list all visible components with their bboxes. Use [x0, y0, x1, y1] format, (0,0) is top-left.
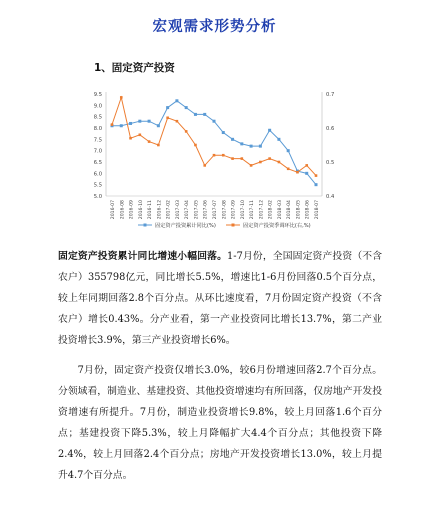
series-2-point — [194, 144, 197, 147]
x-tick-label: 2016-07 — [111, 200, 116, 220]
series-2-point — [222, 154, 225, 157]
x-tick-label: 2016-08 — [120, 200, 126, 220]
legend-marker-1 — [144, 224, 147, 227]
x-tick-label: 2017-07 — [213, 200, 218, 220]
series-1-point — [287, 149, 290, 152]
series-1-point — [231, 138, 234, 141]
series-1-point — [138, 120, 141, 123]
series-1-point — [240, 142, 243, 145]
right-tick-label: 0.7 — [326, 92, 335, 98]
series-1-point — [277, 138, 280, 141]
right-tick-label: 0.5 — [326, 160, 335, 166]
series-line-1 — [112, 101, 316, 185]
series-1-point — [222, 131, 225, 134]
series-2-point — [111, 123, 114, 126]
section-heading: 1、固定资产投资 — [94, 62, 175, 74]
series-1-point — [175, 99, 178, 102]
series-2-point — [278, 161, 281, 164]
left-tick-label: 9.5 — [93, 92, 102, 98]
left-tick-label: 8.5 — [93, 114, 102, 121]
series-2-point — [296, 171, 299, 174]
left-tick-label: 5.5 — [93, 182, 102, 189]
x-tick-label: 2018-07 — [315, 200, 320, 220]
x-tick-label: 2016-09 — [129, 200, 135, 220]
right-tick-label: 0.6 — [326, 126, 335, 132]
left-tick-label: 5.0 — [93, 194, 102, 200]
x-tick-label: 2016-12 — [157, 200, 163, 220]
series-2-point — [315, 174, 318, 177]
x-tick-label: 2017-02 — [166, 200, 172, 220]
x-tick-label: 2016-10 — [138, 200, 144, 220]
series-2-point — [139, 134, 142, 137]
series-1-point — [213, 120, 216, 123]
x-tick-label: 2016-11 — [148, 200, 154, 220]
series-2-point — [259, 161, 262, 164]
series-1-point — [185, 106, 188, 109]
left-tick-label: 7.5 — [93, 137, 102, 144]
chart-svg — [76, 84, 356, 234]
series-line-2 — [112, 97, 316, 175]
series-2-point — [213, 154, 216, 157]
page-title: 宏观需求形势分析 — [152, 19, 277, 35]
series-2-point — [203, 164, 206, 167]
series-2-point — [250, 164, 253, 167]
investment-chart — [76, 84, 356, 234]
x-tick-label: 2018-06 — [305, 200, 311, 220]
series-2-point — [176, 120, 179, 123]
x-tick-label: 2017-10 — [240, 200, 246, 220]
paragraph-1 — [58, 246, 382, 351]
x-tick-label: 2018-03 — [277, 200, 283, 220]
series-2-point — [120, 96, 123, 99]
legend-marker-2 — [232, 224, 235, 227]
series-1-point — [250, 145, 253, 148]
series-2-point — [305, 164, 308, 167]
series-1-point — [120, 124, 123, 127]
x-tick-label: 2017-12 — [259, 200, 265, 220]
x-tick-label: 2017-06 — [203, 200, 209, 220]
left-tick-label: 9.0 — [93, 103, 102, 110]
series-2-point — [166, 117, 169, 120]
series-2-point — [157, 144, 160, 147]
x-tick-label: 2018-05 — [296, 200, 302, 220]
left-tick-label: 6.5 — [93, 160, 102, 166]
series-1-point — [166, 106, 169, 109]
paragraph-2 — [58, 360, 382, 486]
right-tick-label: 0.4 — [326, 194, 335, 200]
series-2-point — [287, 168, 290, 171]
series-1-point — [305, 172, 308, 175]
x-tick-label: 2018-04 — [287, 200, 293, 220]
paragraph-2-body: 7月份，固定资产投资仅增长3.0%，较6月份增速回落2.7个百分点。分领域看，制造业、基建投资、其他投资增速均有所回落，仅房地产开发投资增速有所提升。7月份，制造业投资增长9.8%，较上月回落1.6个百分点；基建投资下降5.3%，较上月降幅扩大4.4个百分点；其他投资下降2.4%，较上月回落2.4个百分点；房地产开发投资增长13.0%，较上月提升4.7个百分点。 — [58, 365, 382, 481]
series-1-point — [315, 183, 318, 186]
series-2-point — [241, 157, 244, 160]
series-2-point — [231, 157, 234, 160]
series-2-point — [268, 157, 271, 160]
left-tick-label: 7.0 — [93, 148, 102, 155]
x-tick-label: 2017-11 — [250, 200, 256, 220]
series-1-point — [148, 120, 151, 123]
series-1-point — [259, 145, 262, 148]
legend-label-1: 固定资产投资累计同比(%) — [155, 223, 216, 229]
x-tick-label: 2017-04 — [185, 200, 191, 220]
series-1-point — [157, 124, 160, 127]
series-1-point — [129, 122, 132, 125]
left-tick-label: 6.0 — [93, 171, 102, 178]
series-1-point — [203, 113, 206, 116]
x-tick-label: 2017-09 — [231, 200, 237, 220]
series-2-point — [129, 137, 132, 140]
x-tick-label: 2017-05 — [194, 200, 200, 220]
series-2-point — [148, 140, 151, 143]
x-tick-label: 2018-02 — [268, 200, 274, 220]
series-1-point — [194, 113, 197, 116]
left-tick-label: 8.0 — [93, 126, 102, 132]
series-1-point — [268, 129, 271, 132]
legend-label-2: 固定资产投资季调环比(右,%) — [243, 223, 311, 229]
x-tick-label: 2017-03 — [175, 200, 181, 220]
paragraph-1-body: 1-7月份，全国固定资产投资（不含农户）355798亿元，同比增长5.5%，增速比1-6月份回落0.5个百分点，较上年同期回落2.8个百分点。从环比速度看，7月份固定资产投资（不含农户）增长0.43%。分产业看，第一产业投资同比增长13.7%，第二产业投资增长3.9%，第三产业投资增长6%。 — [58, 251, 383, 346]
x-tick-label: 2017-08 — [222, 200, 228, 220]
series-2-point — [185, 130, 188, 133]
paragraph-1-lead: 固定资产投资累计同比增速小幅回落。 — [58, 251, 228, 262]
